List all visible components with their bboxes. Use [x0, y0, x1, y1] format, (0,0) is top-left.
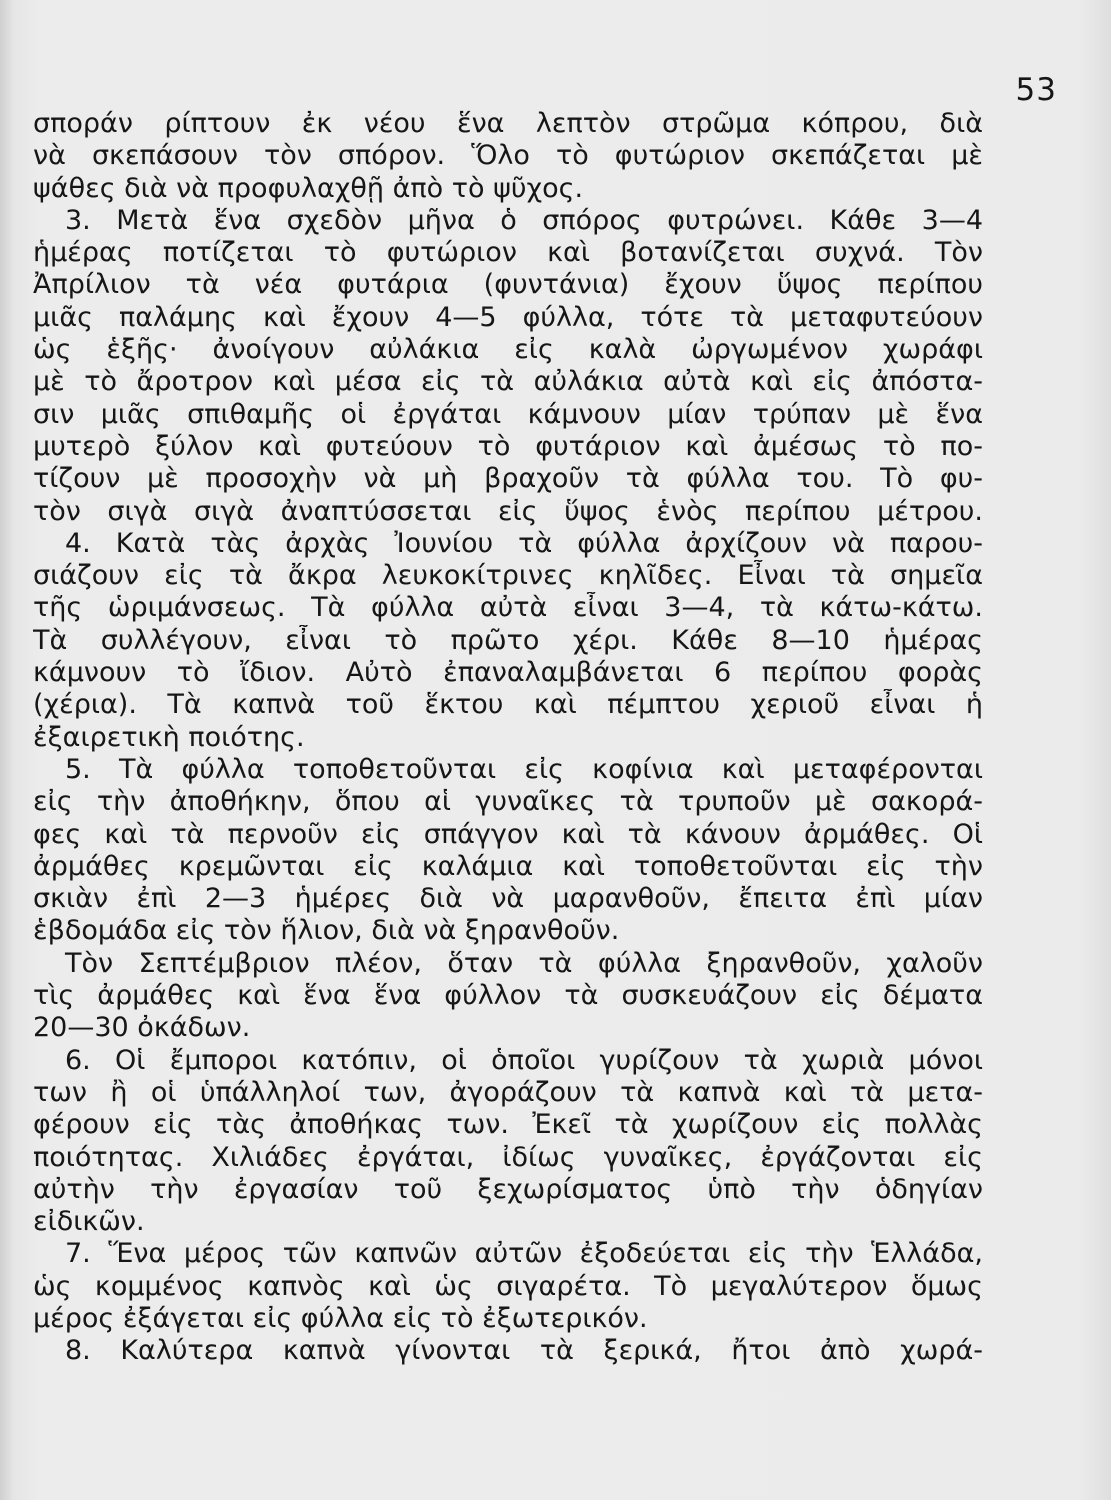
- text-line: των ἢ οἱ ὑπάλληλοί των, ἀγοράζουν τὰ καπνὰ καὶ τὰ μετα-: [33, 1076, 983, 1108]
- text-line: 20—30 ὀκάδων.: [33, 1012, 251, 1044]
- page-number: 53: [1015, 72, 1057, 108]
- text-line: αὐτὴν τὴν ἐργασίαν τοῦ ξεχωρίσματος ὑπὸ τὴν ὁδηγίαν: [33, 1173, 983, 1205]
- body-text: [33, 108, 983, 1368]
- text-line: 8. Καλύτερα καπνὰ γίνονται τὰ ξερικά, ἤτοι ἀπὸ χωρά-: [65, 1335, 983, 1367]
- text-line: 4. Κατὰ τὰς ἀρχὰς Ἰουνίου τὰ φύλλα ἀρχίζουν νὰ παρου-: [65, 527, 983, 559]
- text-line: σιν μιᾶς σπιθαμῆς οἱ ἐργάται κάμνουν μίαν τρύπαν μὲ ἕνα: [33, 398, 983, 430]
- text-line: μυτερὸ ξύλον καὶ φυτεύουν τὸ φυτάριον καὶ ἀμέσως τὸ πο-: [33, 430, 983, 462]
- text-line: σιάζουν εἰς τὰ ἄκρα λευκοκίτρινες κηλῖδες. Εἶναι τὰ σημεῖα: [33, 560, 983, 592]
- text-line: φες καὶ τὰ περνοῦν εἰς σπάγγον καὶ τὰ κάνουν ἀρμάθες. Οἱ: [33, 818, 983, 850]
- text-line: Ἀπρίλιον τὰ νέα φυτάρια (φυντάνια) ἔχουν ὕψος περίπου: [33, 269, 983, 301]
- text-line: τῆς ὡριμάνσεως. Τὰ φύλλα αὐτὰ εἶναι 3—4, τὰ κάτω-κάτω.: [33, 592, 983, 624]
- text-line: ἐξαιρετικὴ ποιότης.: [33, 721, 305, 753]
- text-line: σποράν ρίπτουν ἐκ νέου ἕνα λεπτὸν στρῶμα κόπρου, διὰ: [33, 108, 983, 139]
- text-line: μὲ τὸ ἄροτρον καὶ μέσα εἰς τὰ αὐλάκια αὐτὰ καὶ εἰς ἀπόστα-: [33, 366, 983, 398]
- text-line: ποιότητας. Χιλιάδες ἐργάται, ἰδίως γυναῖκες, ἐργάζονται εἰς: [33, 1141, 983, 1173]
- text-line: κάμνουν τὸ ἴδιον. Αὐτὸ ἐπαναλαμβάνεται 6 περίπου φορὰς: [33, 657, 983, 689]
- text-line: ὡς κομμένος καπνὸς καὶ ὡς σιγαρέτα. Τὸ μεγαλύτερον ὅμως: [33, 1270, 983, 1302]
- text-line: ἡμέρας ποτίζεται τὸ φυτώριον καὶ βοτανίζεται συχνά. Τὸν: [33, 237, 983, 269]
- text-line: ἀρμάθες κρεμῶνται εἰς καλάμια καὶ τοποθετοῦνται εἰς τὴν: [33, 850, 983, 882]
- text-line: μέρος ἐξάγεται εἰς φύλλα εἰς τὸ ἐξωτερικόν.: [33, 1302, 648, 1334]
- text-line: μιᾶς παλάμης καὶ ἔχουν 4—5 φύλλα, τότε τὰ μεταφυτεύουν: [33, 301, 983, 333]
- text-line: 3. Μετὰ ἕνα σχεδὸν μῆνα ὁ σπόρος φυτρώνει. Κάθε 3—4: [65, 204, 983, 236]
- text-line: τίζουν μὲ προσοχὴν νὰ μὴ βραχοῦν τὰ φύλλα του. Τὸ φυ-: [33, 463, 983, 495]
- text-line: νὰ σκεπάσουν τὸν σπόρον. Ὅλο τὸ φυτώριον σκεπάζεται μὲ: [33, 140, 983, 172]
- text-line: 6. Οἱ ἔμποροι κατόπιν, οἱ ὁποῖοι γυρίζουν τὰ χωριὰ μόνοι: [65, 1044, 983, 1076]
- text-line: ἑβδομάδα εἰς τὸν ἥλιον, διὰ νὰ ξηρανθοῦν.: [33, 915, 620, 947]
- text-line: φέρουν εἰς τὰς ἀποθήκας των. Ἐκεῖ τὰ χωρίζουν εἰς πολλὰς: [33, 1109, 983, 1141]
- text-line: Τὰ συλλέγουν, εἶναι τὸ πρῶτο χέρι. Κάθε 8—10 ἡμέρας: [33, 624, 983, 656]
- text-line: ὡς ἑξῆς· ἀνοίγουν αὐλάκια εἰς καλὰ ὠργωμένον χωράφι: [33, 334, 983, 366]
- text-line: 7. Ἕνα μέρος τῶν καπνῶν αὐτῶν ἐξοδεύεται εἰς τὴν Ἑλλάδα,: [65, 1238, 983, 1270]
- text-line: σκιὰν ἐπὶ 2—3 ἡμέρες διὰ νὰ μαρανθοῦν, ἔπειτα ἐπὶ μίαν: [33, 883, 983, 915]
- text-line: εἰδικῶν.: [33, 1206, 145, 1238]
- text-line: ψάθες διὰ νὰ προφυλαχθῇ ἀπὸ τὸ ψῦχος.: [33, 172, 584, 204]
- text-line: τὶς ἀρμάθες καὶ ἕνα ἕνα φύλλον τὰ συσκευάζουν εἰς δέματα: [33, 980, 983, 1012]
- text-line: 5. Τὰ φύλλα τοποθετοῦνται εἰς κοφίνια καὶ μεταφέρονται: [65, 753, 983, 785]
- text-line: Τὸν Σεπτέμβριον πλέον, ὅταν τὰ φύλλα ξηρανθοῦν, χαλοῦν: [65, 947, 983, 979]
- text-line: τὸν σιγὰ σιγὰ ἀναπτύσσεται εἰς ὕψος ἑνὸς περίπου μέτρου.: [33, 495, 983, 527]
- text-line: (χέρια). Τὰ καπνὰ τοῦ ἕκτου καὶ πέμπτου χεριοῦ εἶναι ἡ: [33, 689, 983, 721]
- text-line: εἰς τὴν ἀποθήκην, ὅπου αἱ γυναῖκες τὰ τρυποῦν μὲ σακορά-: [33, 786, 983, 818]
